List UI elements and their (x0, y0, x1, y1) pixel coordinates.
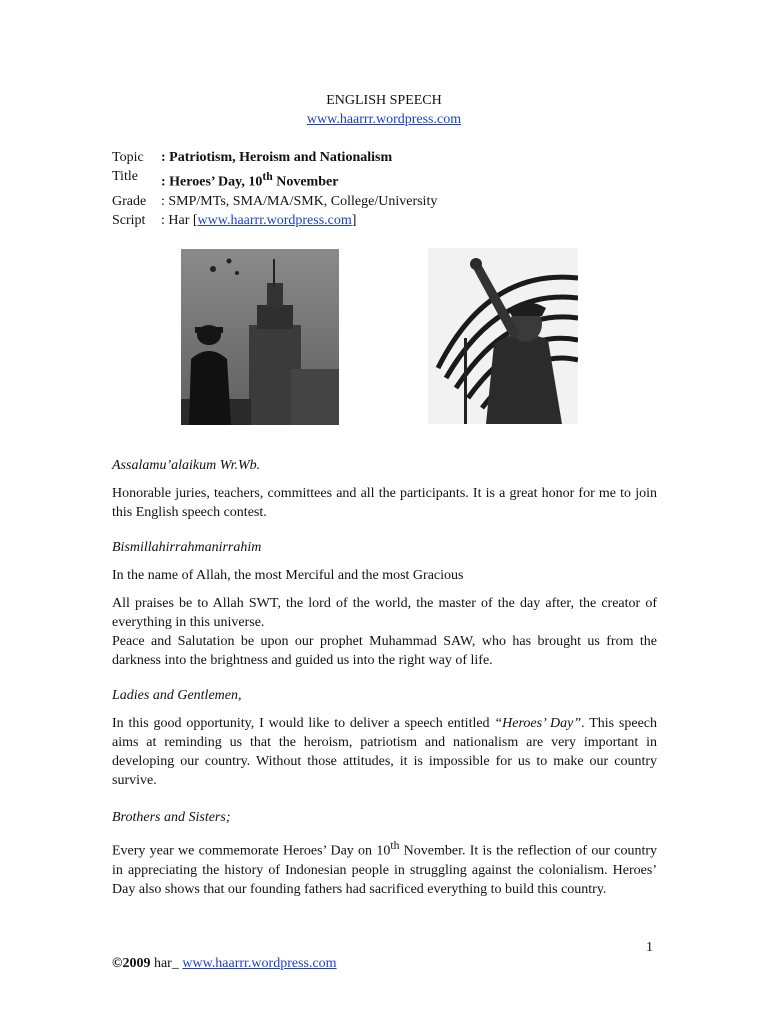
p6-pre: Every year we commemorate Heroes’ Day on 10 (112, 843, 391, 859)
title-value-sup: th (262, 170, 273, 183)
document-title: ENGLISH SPEECH (326, 93, 442, 108)
footer (112, 956, 337, 972)
meta-title-row (112, 167, 437, 192)
paragraph-praises: All praises be to Allah SWT, the lord of the world, the master of the day after, the creator of everything in this universe. (112, 596, 657, 630)
p6-post: November. It is the reflection of our country in appreciating the history of Indonesian people in struggling against the colonialism. Heroes’ Day also shows that our founding fathers had sacrificed everything to build this country. (112, 843, 657, 897)
script-link[interactable]: www.haarrr.wordpress.com (197, 212, 352, 228)
grade-value: : SMP/MTs, SMA/MA/SMK, College/University (161, 193, 438, 209)
copyright: ©2009 (112, 956, 151, 971)
title-value-pre: : Heroes’ Day, 10 (161, 174, 263, 190)
p5-post: . This speech aims at reminding us that the heroism, patriotism and nationalism are very important in developing our country. Without those attitudes, it is impossible for us to make our country survive. (112, 716, 658, 788)
header-url-line (0, 112, 768, 128)
p5-pre: In this good opportunity, I would like to deliver a speech entitled (112, 716, 495, 731)
page-number: 1 (646, 940, 653, 955)
title-value-post: November (272, 174, 339, 190)
meta-block (112, 148, 437, 230)
topic-value: : Patriotism, Heroism and Nationalism (161, 150, 393, 165)
p6-sup: th (390, 839, 400, 852)
greeting: Assalamu’alaikum Wr.Wb. (112, 458, 261, 473)
script-value (161, 211, 356, 230)
paragraph-speech-intro (112, 714, 657, 790)
script-value-post: ] (351, 212, 357, 228)
meta-grade-row (112, 192, 437, 211)
topic-label: Topic (112, 150, 144, 165)
paragraph-salutation: Peace and Salutation be upon our prophet Muhammad SAW, who has brought us from the darkness into the brightness and guided us into the right way of life. (112, 634, 657, 668)
ladies-and-gentlemen: Ladies and Gentlemen, (112, 688, 242, 703)
speech-title: “Heroes’ Day” (494, 716, 582, 731)
brothers-and-sisters: Brothers and Sisters; (112, 810, 231, 825)
title-value (161, 167, 338, 192)
footer-author: har_ (150, 956, 183, 971)
script-value-pre: : Har [ (161, 212, 198, 228)
paragraph-intro: Honorable juries, teachers, committees and all the participants. It is a great honor for me to join this English speech contest. (112, 486, 657, 520)
footer-link[interactable]: www.haarrr.wordpress.com (182, 956, 337, 971)
tower-photo (181, 249, 339, 425)
script-label: Script (112, 212, 146, 228)
bismillah: Bismillahirrahmanirrahim (112, 540, 262, 555)
meta-script-row (112, 211, 437, 230)
paragraph-heroes-day (112, 836, 657, 899)
meta-topic-row (112, 148, 437, 167)
header-link[interactable]: www.haarrr.wordpress.com (306, 112, 462, 127)
paragraph-name-of-allah: In the name of Allah, the most Merciful and the most Gracious (112, 568, 464, 583)
speaker-photo (428, 248, 578, 424)
title-label: Title (112, 169, 138, 184)
grade-label: Grade (112, 193, 147, 209)
